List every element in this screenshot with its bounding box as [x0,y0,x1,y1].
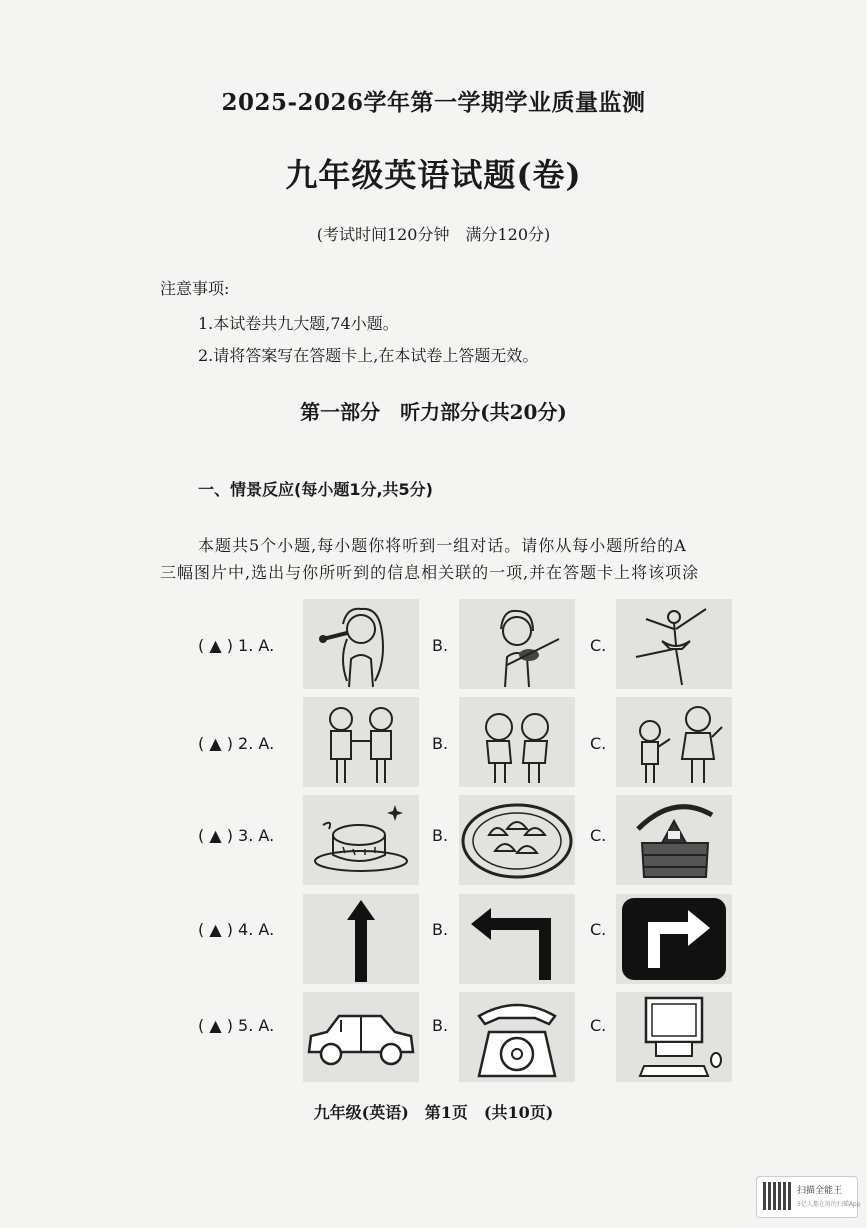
instructions-line: 三幅图片中,选出与你所听到的信息相关联的一项,并在答题卡上将该项涂 [160,563,700,582]
page-footer: 九年级(英语) 第1页 (共10页) [313,1103,554,1122]
option-c-label: C. [590,734,607,753]
option-c-label: C. [590,920,607,939]
scanner-app-name: 扫描全能王 [797,1186,843,1196]
car-icon [303,992,419,1082]
mooncake-icon [303,795,419,885]
dumplings-plate-icon [459,795,575,885]
singing-girl-icon [303,599,419,689]
waving-kids-icon [616,697,732,787]
note-item: 1.本试卷共九大题,74小题。 [198,314,399,333]
qr-code-icon [763,1182,791,1210]
scanner-watermark [756,1176,861,1218]
question-label: ( ▲ ) 5. A. [198,1016,275,1035]
exam-title-year: 2025-2026学年第一学期学业质量监测 [221,89,646,116]
ballet-dancer-icon [616,599,732,689]
arrow-turn-left-icon [459,894,575,984]
option-b-label: B. [432,1016,449,1035]
zongzi-steamer-icon [616,795,732,885]
option-b-label: B. [432,826,449,845]
exam-time-score: (考试时间120分钟 满分120分) [316,225,551,244]
note-item: 2.请将答案写在答题卡上,在本试卷上答题无效。 [198,346,539,365]
option-b-label: B. [432,734,449,753]
instructions-line: 本题共5个小题,每小题你将听到一组对话。请你从每小题所给的A [198,536,687,555]
telephone-icon [459,992,575,1082]
section-title: 一、情景反应(每小题1分,共5分) [198,480,433,499]
question-label: ( ▲ ) 2. A. [198,734,275,753]
arrow-straight-icon [303,894,419,984]
scanner-app-tagline: 3亿人都在用的扫描App [797,1201,861,1208]
notes-title: 注意事项: [160,279,230,298]
violin-girl-icon [459,599,575,689]
option-b-label: B. [432,636,449,655]
handshake-icon [303,697,419,787]
exam-title-subject: 九年级英语试题(卷) [285,156,582,194]
option-c-label: C. [590,636,607,655]
bowing-kids-icon [459,697,575,787]
option-c-label: C. [590,1016,607,1035]
option-b-label: B. [432,920,449,939]
option-c-label: C. [590,826,607,845]
arrow-turn-right-sign-icon [616,894,732,984]
computer-icon [616,992,732,1082]
part-title: 第一部分 听力部分(共20分) [300,400,567,424]
question-label: ( ▲ ) 1. A. [198,636,275,655]
question-label: ( ▲ ) 3. A. [198,826,275,845]
question-label: ( ▲ ) 4. A. [198,920,275,939]
